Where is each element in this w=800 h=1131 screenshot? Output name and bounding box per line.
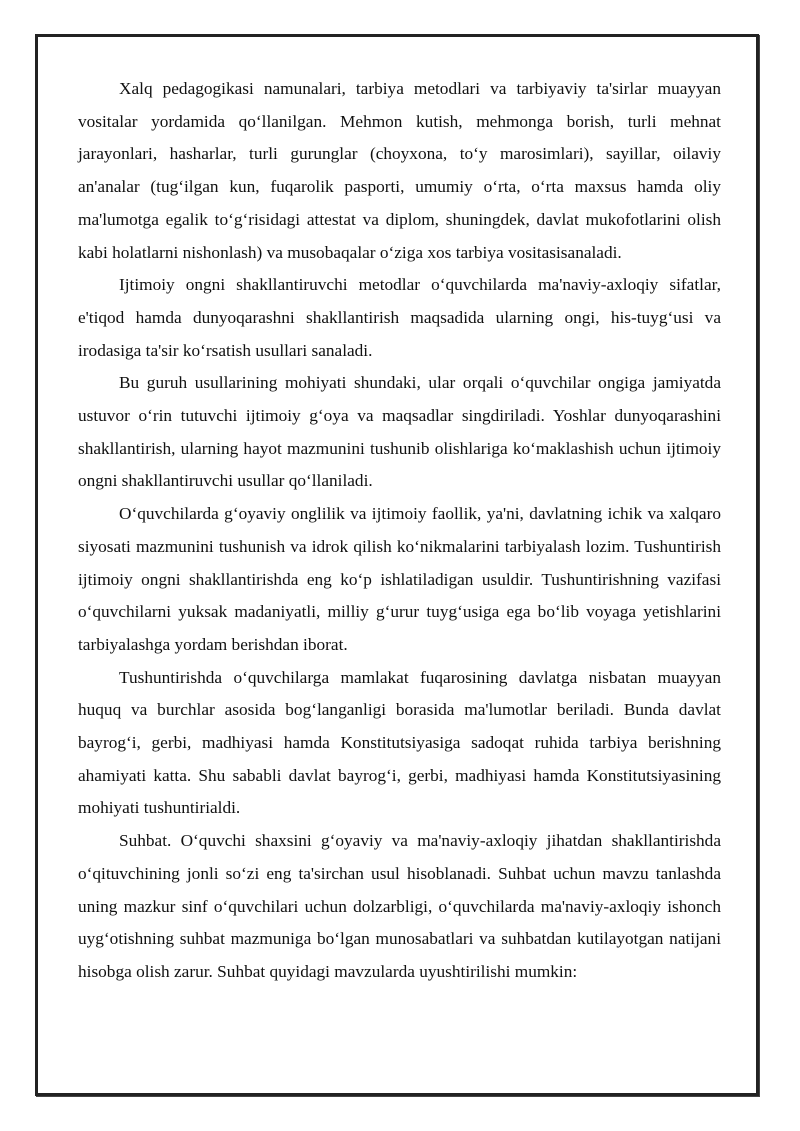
paragraph-1: Xalq pedagogikasi namunalari, tarbiya metodlari va tarbiyaviy ta'sirlar muayyan vositalar yordamida qo‘llanilgan. Mehmon kutish, mehmonga borish, turli mehnat jarayonlari, hasharlar, turli gurunglar (choyxona, to‘y marosimlari), sayillar, oilaviy an'analar (tug‘ilgan kun, fuqarolik pasporti, umumiy o‘rta, o‘rta maxsus hamda oliy ma'lumotga egalik to‘g‘risidagi attestat va diplom, shuningdek, davlat mukofotlarini olish kabi holatlarni nishonlash) va musobaqalar o‘ziga xos tarbiya vositasisanaladi.	[78, 79, 721, 262]
document-body	[78, 73, 721, 989]
paragraph-3: Bu guruh usullarining mohiyati shundaki, ular orqali o‘quvchilar ongiga jamiyatda ustuvor o‘rin tutuvchi ijtimoiy g‘oya va maqsadlar singdiriladi. Yoshlar dunyoqarashini shakllantirish, ularning hayot mazmunini tushunib olishlariga ko‘maklashish uchun ijtimoiy ongni shakllantiruvchi usullar qo‘llaniladi.	[78, 373, 721, 491]
paragraph-4: O‘quvchilarda g‘oyaviy onglilik va ijtimoiy faollik, ya'ni, davlatning ichik va xalqaro siyosati mazmunini tushunish va idrok qilish ko‘nikmalarini tarbiyalash lozim. Tushuntirish ijtimoiy ongni shakllantirishda eng ko‘p ishlatiladigan usuldir. Tushuntirishning vazifasi o‘quvchilarni yuksak madaniyatli, milliy g‘urur tuyg‘usiga ega bo‘lib voyaga yetishlarini tarbiyalashga yordam berishdan iborat.	[78, 504, 721, 654]
paragraph-5: Tushuntirishda o‘quvchilarga mamlakat fuqarosining davlatga nisbatan muayyan huquq va burchlar asosida bog‘langanligi borasida ma'lumotlar beriladi. Bunda davlat bayrog‘i, gerbi, madhiyasi hamda Konstitutsiyasiga sadoqat ruhida tarbiya berishning ahamiyati katta. Shu sababli davlat bayrog‘i, gerbi, madhiyasi hamda Konstitutsiyasining mohiyati tushuntirialdi.	[78, 667, 721, 818]
page-frame	[35, 34, 759, 1096]
paragraph-2: Ijtimoiy ongni shakllantiruvchi metodlar o‘quvchilarda ma'naviy-axloqiy sifatlar, e'tiqod hamda dunyoqarashni shakllantirish maqsadida ularning ongi, his-tuyg‘usi va irodasiga ta'sir ko‘rsatish usullari sanaladi.	[78, 275, 721, 360]
paragraph-6: Suhbat. O‘quvchi shaxsini g‘oyaviy va ma'naviy-axloqiy jihatdan shakllantirishda o‘qituvchining jonli so‘zi eng ta'sirchan usul hisoblanadi. Suhbat uchun mavzu tanlashda uning mazkur sinf o‘quvchilari uchun dolzarbligi, o‘quvchilarda ma'naviy-axloqiy ishonch uyg‘otishning suhbat mazmuniga bo‘lgan munosabatlari va suhbatdan kutilayotgan natijani hisobga olish zarur. Suhbat quyidagi mavzularda uyushtirilishi mumkin:	[78, 831, 721, 981]
